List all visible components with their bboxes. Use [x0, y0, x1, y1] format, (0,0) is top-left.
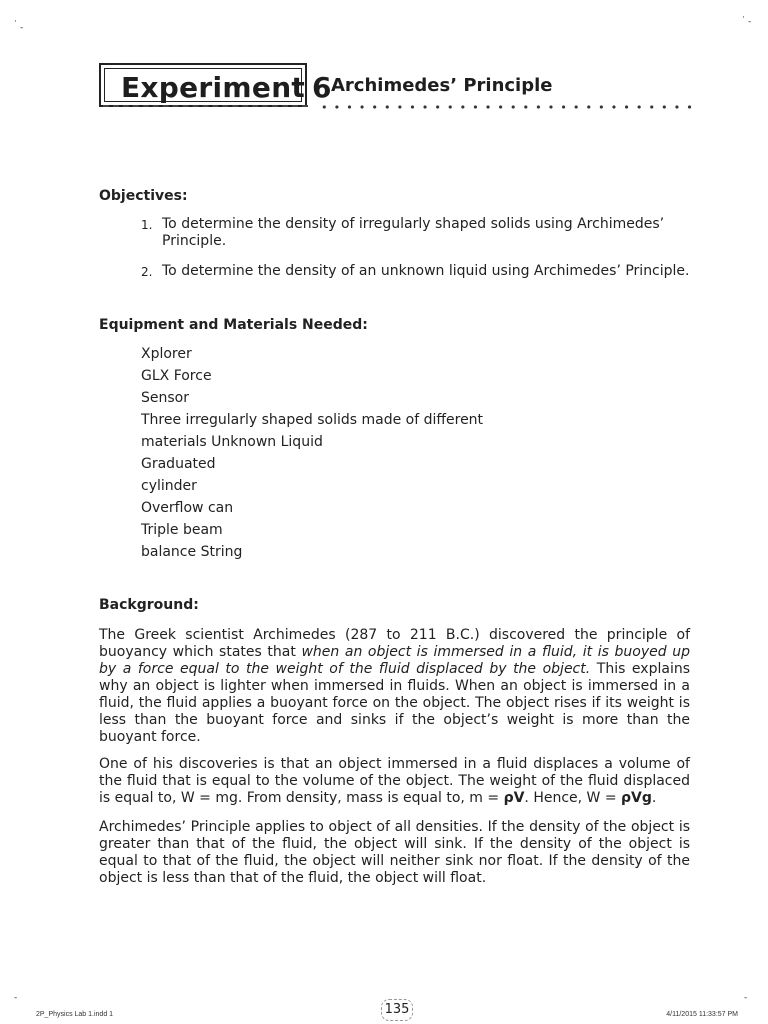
paragraph-text: This explains why an object is lighter when immersed in fluids. When an object is immersed in a fluid, the fluid applies a buoyant force on the object. The object rises if its weight is less than the buoyant force and sinks if the object’s weight is more than the buoyant force. [99, 661, 690, 745]
list-item: Sensor [141, 390, 189, 406]
list-item: Triple beam [141, 522, 223, 538]
background-paragraph-1 [99, 627, 690, 746]
list-item: materials Unknown Liquid [141, 434, 323, 450]
list-item: Xplorer [141, 346, 192, 362]
paragraph-text: . Hence, W = [524, 790, 622, 806]
list-item [99, 216, 699, 250]
header-dash-rule [103, 105, 308, 107]
list-item [99, 263, 699, 280]
footer-timestamp: 4/11/2015 11:33:57 PM [666, 1011, 738, 1018]
paragraph-text: . [651, 790, 657, 806]
page-title: Archimedes’ Principle [331, 75, 553, 96]
footer-filename: 2P_Physics Lab 1.indd 1 [36, 1011, 114, 1018]
list-item-text: To determine the density of an unknown liquid using Archimedes’ Principle. [162, 263, 690, 279]
equipment-list [141, 343, 483, 563]
experiment-word: Experiment [121, 71, 306, 104]
list-item: cylinder [141, 478, 197, 494]
paragraph-text: One of his discoveries is that an object immersed in a fluid displaces a volume of the fluid that is equal to the volume of the object. The weight of the fluid displaced is equal to, W = mg. From density, mass is equal to, m = [99, 756, 690, 806]
list-item-text: To determine the density of irregularly shaped solids using Archimedes’ Principle. [162, 216, 665, 249]
formula-weight: ρVg [621, 790, 652, 806]
equipment-heading: Equipment and Materials Needed: [99, 317, 368, 333]
objectives-heading: Objectives: [99, 188, 188, 204]
principle-statement: when an object is immersed in a fluid, it is buoyed up by a force equal to the weight of the fluid displaced by the object. [99, 644, 690, 677]
list-item: GLX Force [141, 368, 212, 384]
background-paragraph-2 [99, 756, 690, 807]
paragraph-text: The Greek scientist Archimedes (287 to 211 B.C.) discovered the principle of buoyancy which states that [99, 627, 690, 660]
background-heading: Background: [99, 597, 199, 613]
formula-mass: ρV [503, 790, 525, 806]
list-item: Three irregularly shaped solids made of different [141, 412, 484, 428]
background-paragraph-3: Archimedes’ Principle applies to object of all densities. If the density of the object is greater than that of the fluid, the object will sink. If the density of the object is equal to that of the fluid, the object will neither sink nor float. If the density of the object is less than that of the fluid, the object will float. [99, 819, 690, 886]
list-item: balance String [141, 544, 243, 560]
list-number: 1. [141, 218, 153, 232]
crop-mark: - [20, 23, 24, 33]
crop-mark: · [742, 13, 745, 23]
experiment-number: 6 [312, 71, 332, 104]
crop-mark: - [744, 993, 748, 1003]
page-number: 135 [381, 999, 413, 1021]
objectives-list [99, 216, 699, 280]
header-dotted-rule [318, 104, 696, 110]
list-item: Overflow can [141, 500, 234, 516]
list-number: 2. [141, 265, 153, 279]
crop-mark: - [748, 17, 752, 27]
list-item: Graduated [141, 456, 216, 472]
crop-mark: - [14, 993, 18, 1003]
crop-mark: · [14, 17, 17, 27]
